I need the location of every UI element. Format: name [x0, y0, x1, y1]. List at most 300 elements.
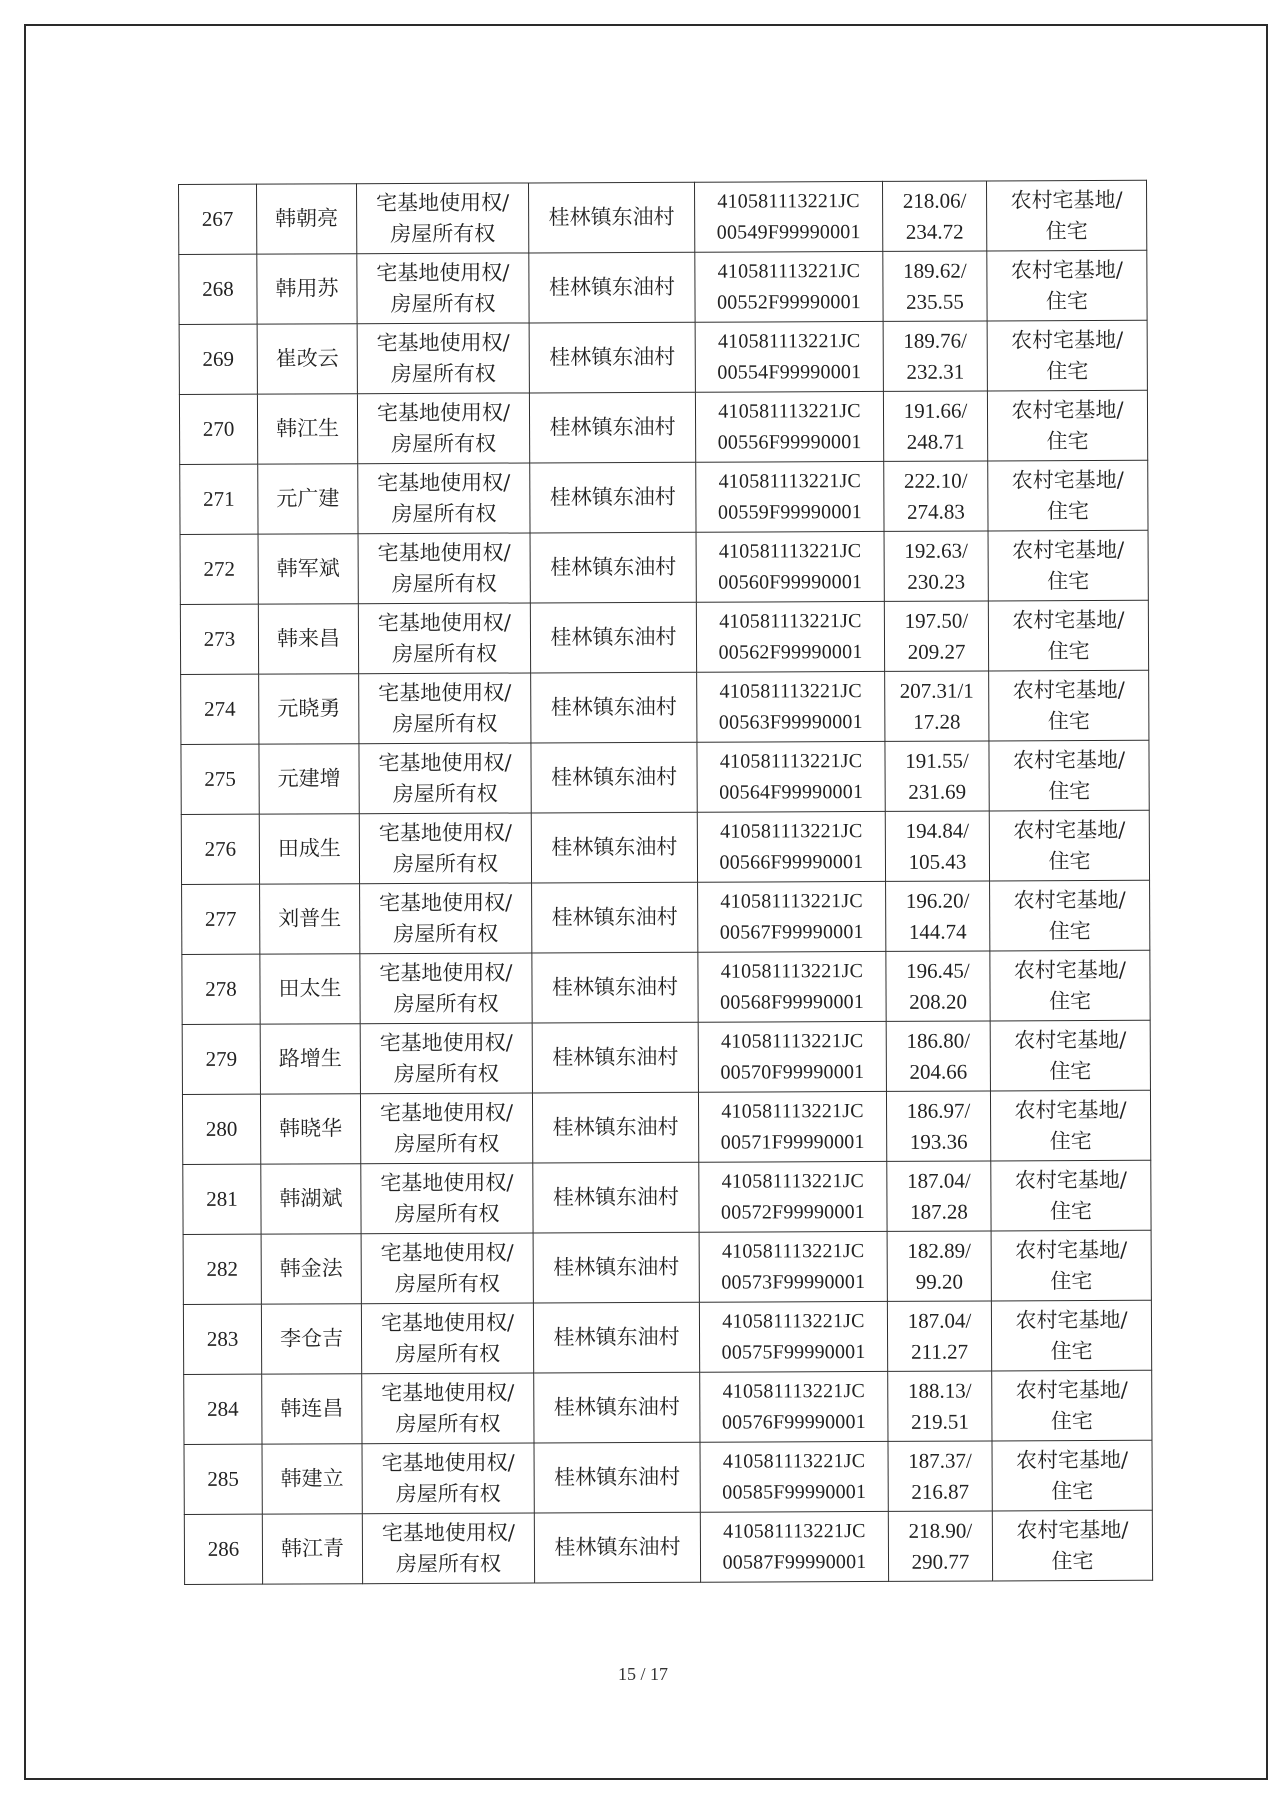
row-number-text: 278	[205, 976, 237, 1001]
cell-row-number	[180, 464, 258, 534]
location-text: 桂林镇东油村	[552, 1114, 679, 1140]
cell-area-value	[883, 321, 987, 391]
location-text: 桂林镇东油村	[552, 1184, 679, 1210]
owner-name-text: 刘普生	[278, 906, 342, 931]
cell-land-usage	[990, 880, 1150, 951]
row-number-text: 267	[201, 206, 234, 231]
cell-unit-code	[696, 601, 884, 672]
unit-code-text: 410581113221JC 00570F99990001	[720, 1029, 865, 1084]
cell-area-value	[888, 1511, 992, 1581]
unit-code-text: 410581113221JC 00571F99990001	[720, 1099, 865, 1154]
right-type-text: 宅基地使用权/ 房屋所有权	[381, 1520, 515, 1576]
cell-land-usage	[992, 1370, 1152, 1441]
location-text: 桂林镇东油村	[550, 554, 677, 580]
cell-owner-name	[262, 1374, 362, 1444]
location-text: 桂林镇东油村	[551, 764, 678, 790]
cell-row-number	[182, 1024, 260, 1094]
table-row	[181, 670, 1149, 744]
cell-row-number	[180, 534, 258, 604]
right-type-text: 宅基地使用权/ 房屋所有权	[379, 1030, 513, 1086]
right-type-text: 宅基地使用权/ 房屋所有权	[381, 1450, 515, 1506]
right-type-text: 宅基地使用权/ 房屋所有权	[379, 960, 513, 1016]
area-value-text: 194.84/ 105.43	[905, 818, 970, 874]
cell-land-usage	[992, 1510, 1152, 1581]
unit-code-text: 410581113221JC 00562F99990001	[718, 609, 863, 664]
table-row	[180, 600, 1148, 674]
cell-right-type	[358, 603, 530, 674]
cell-owner-name	[260, 1024, 360, 1094]
area-value-text: 189.76/ 232.31	[903, 328, 968, 384]
land-usage-text: 农村宅基地/ 住宅	[1012, 747, 1126, 803]
cell-owner-name	[262, 1514, 362, 1584]
table-row	[179, 390, 1147, 464]
table-row	[183, 1160, 1151, 1234]
cell-owner-name	[258, 604, 358, 674]
right-type-text: 宅基地使用权/ 房屋所有权	[379, 1100, 514, 1156]
owner-name-text: 韩军斌	[276, 556, 340, 581]
cell-area-value	[886, 881, 990, 951]
row-number-text: 268	[202, 276, 234, 301]
cell-land-usage	[989, 670, 1149, 741]
table-row	[184, 1440, 1152, 1514]
cell-location	[531, 742, 697, 813]
cell-land-usage	[991, 1230, 1151, 1301]
cell-land-usage	[990, 950, 1150, 1021]
right-type-text: 宅基地使用权/ 房屋所有权	[380, 1240, 514, 1296]
cell-right-type	[360, 1023, 532, 1094]
cell-area-value	[883, 391, 987, 461]
area-value-text: 187.04/ 187.28	[907, 1168, 971, 1224]
cell-owner-name	[257, 324, 357, 394]
cell-area-value	[884, 531, 988, 601]
unit-code-text: 410581113221JC 00563F99990001	[718, 679, 863, 734]
right-type-text: 宅基地使用权/ 房屋所有权	[376, 260, 510, 316]
owner-name-text: 韩建立	[280, 1466, 344, 1491]
table-row	[182, 950, 1150, 1024]
row-number-text: 280	[205, 1116, 238, 1141]
owner-name-text: 李仓吉	[279, 1326, 344, 1351]
cell-unit-code	[698, 881, 886, 952]
area-value-text: 188.13/ 219.51	[907, 1378, 972, 1434]
row-number-text: 270	[202, 416, 235, 441]
cell-unit-code	[695, 391, 883, 462]
cell-land-usage	[991, 1160, 1151, 1231]
unit-code-text: 410581113221JC 00585F99990001	[722, 1449, 867, 1504]
unit-code-text: 410581113221JC 00559F99990001	[717, 469, 862, 524]
land-usage-text: 农村宅基地/ 住宅	[1014, 1097, 1127, 1153]
area-value-text: 192.63/ 230.23	[904, 538, 968, 594]
owner-name-text: 元晓勇	[277, 696, 341, 721]
cell-unit-code	[698, 1091, 886, 1162]
area-value-text: 182.89/ 99.20	[907, 1238, 972, 1294]
cell-right-type	[359, 673, 531, 744]
cell-owner-name	[262, 1444, 362, 1514]
owner-name-text: 崔改云	[275, 346, 339, 371]
cell-location	[534, 1372, 700, 1443]
cell-unit-code	[697, 811, 885, 882]
cell-location	[531, 672, 697, 743]
cell-right-type	[357, 253, 529, 324]
cell-unit-code	[700, 1511, 888, 1582]
land-usage-text: 农村宅基地/ 住宅	[1015, 1307, 1128, 1363]
cell-row-number	[183, 1164, 261, 1234]
land-usage-text: 农村宅基地/ 住宅	[1010, 257, 1123, 313]
cell-area-value	[887, 1301, 991, 1371]
cell-right-type	[360, 953, 532, 1024]
cell-right-type	[357, 393, 529, 464]
location-text: 桂林镇东油村	[549, 414, 676, 440]
land-usage-text: 农村宅基地/ 住宅	[1012, 607, 1125, 663]
cell-location	[534, 1442, 700, 1513]
cell-area-value	[886, 1021, 990, 1091]
cell-location	[533, 1232, 699, 1303]
owner-name-text: 韩来昌	[276, 626, 341, 651]
area-value-text: 222.10/ 274.83	[903, 468, 968, 524]
cell-land-usage	[990, 1020, 1150, 1091]
unit-code-text: 410581113221JC 00560F99990001	[718, 539, 863, 594]
row-number-text: 286	[207, 1536, 240, 1561]
cell-right-type	[357, 323, 529, 394]
land-usage-text: 农村宅基地/ 住宅	[1011, 397, 1124, 453]
right-type-text: 宅基地使用权/ 房屋所有权	[378, 820, 512, 876]
location-text: 桂林镇东油村	[553, 1254, 680, 1280]
owner-name-text: 路增生	[278, 1046, 342, 1071]
land-usage-text: 农村宅基地/ 住宅	[1013, 887, 1126, 943]
right-type-text: 宅基地使用权/ 房屋所有权	[378, 680, 512, 736]
area-value-text: 207.31/1 17.28	[899, 678, 974, 734]
table-row	[183, 1300, 1151, 1374]
cell-location	[530, 602, 696, 673]
cell-row-number	[184, 1514, 262, 1584]
cell-location	[529, 322, 695, 393]
cell-location	[532, 952, 698, 1023]
right-type-text: 宅基地使用权/ 房屋所有权	[376, 400, 511, 456]
cell-area-value	[888, 1441, 992, 1511]
unit-code-text: 410581113221JC 00575F99990001	[721, 1309, 866, 1364]
cell-area-value	[887, 1161, 991, 1231]
page-number: 15 / 17	[617, 1664, 668, 1684]
land-usage-text: 农村宅基地/ 住宅	[1015, 1377, 1128, 1433]
location-text: 桂林镇东油村	[548, 274, 676, 300]
owner-name-text: 韩用苏	[275, 276, 339, 301]
row-number-text: 271	[203, 486, 235, 511]
row-number-text: 279	[205, 1046, 238, 1071]
location-text: 桂林镇东油村	[551, 834, 678, 860]
cell-land-usage	[991, 1300, 1151, 1371]
unit-code-text: 410581113221JC 00568F99990001	[720, 959, 865, 1014]
cell-area-value	[884, 601, 988, 671]
cell-area-value	[884, 461, 988, 531]
location-text: 桂林镇东油村	[549, 344, 676, 370]
cell-unit-code	[695, 251, 883, 322]
area-value-text: 187.04/ 211.27	[907, 1308, 972, 1364]
area-value-text: 191.66/ 248.71	[903, 398, 968, 454]
cell-owner-name	[258, 534, 358, 604]
cell-location	[529, 392, 695, 463]
cell-area-value	[886, 951, 990, 1021]
land-usage-text: 农村宅基地/ 住宅	[1012, 677, 1125, 733]
cell-land-usage	[992, 1440, 1152, 1511]
unit-code-text: 410581113221JC 00567F99990001	[719, 889, 864, 944]
cell-location	[528, 182, 694, 253]
cell-area-value	[886, 1091, 990, 1161]
owner-name-text: 元广建	[276, 486, 340, 511]
cell-row-number	[183, 1234, 261, 1304]
owner-name-text: 田太生	[278, 976, 342, 1001]
cell-area-value	[885, 811, 989, 881]
cell-unit-code	[695, 321, 883, 392]
table-row	[183, 1230, 1151, 1304]
cell-right-type	[362, 1513, 534, 1584]
cell-owner-name	[260, 1094, 360, 1164]
land-usage-text: 农村宅基地/ 住宅	[1012, 537, 1125, 593]
cell-right-type	[360, 1093, 532, 1164]
cell-row-number	[179, 324, 257, 394]
row-number-text: 273	[203, 626, 236, 651]
cell-land-usage	[987, 250, 1147, 321]
unit-code-text: 410581113221JC 00549F99990001	[716, 189, 861, 244]
right-type-text: 宅基地使用权/ 房屋所有权	[380, 1170, 514, 1226]
cell-owner-name	[258, 464, 358, 534]
location-text: 桂林镇东油村	[552, 1044, 679, 1070]
land-usage-text: 农村宅基地/ 住宅	[1016, 1517, 1129, 1573]
table-body	[179, 180, 1153, 1584]
location-text: 桂林镇东油村	[550, 624, 677, 650]
right-type-text: 宅基地使用权/ 房屋所有权	[381, 1380, 515, 1436]
cell-owner-name	[261, 1234, 361, 1304]
cell-owner-name	[260, 954, 360, 1024]
cell-row-number	[181, 744, 259, 814]
row-number-text: 277	[204, 906, 237, 931]
cell-right-type	[358, 463, 530, 534]
table-row	[179, 320, 1147, 394]
property-rights-table	[178, 180, 1153, 1585]
right-type-text: 宅基地使用权/ 房屋所有权	[379, 890, 513, 946]
cell-row-number	[183, 1304, 261, 1374]
land-usage-text: 农村宅基地/ 住宅	[1014, 1027, 1127, 1083]
row-number-text: 276	[204, 836, 237, 861]
cell-land-usage	[987, 390, 1147, 461]
row-number-text: 274	[203, 696, 236, 721]
row-number-text: 282	[206, 1256, 239, 1281]
cell-land-usage	[986, 180, 1146, 251]
area-value-text: 197.50/ 209.27	[904, 608, 969, 664]
unit-code-text: 410581113221JC 00573F99990001	[721, 1239, 866, 1294]
area-value-text: 191.55/ 231.69	[905, 748, 969, 804]
owner-name-text: 田成生	[277, 836, 341, 861]
row-number-text: 275	[204, 766, 236, 791]
cell-area-value	[885, 741, 989, 811]
land-usage-text: 农村宅基地/ 住宅	[1013, 817, 1126, 873]
unit-code-text: 410581113221JC 00576F99990001	[721, 1379, 866, 1434]
cell-unit-code	[699, 1161, 887, 1232]
unit-code-text: 410581113221JC 00566F99990001	[719, 819, 864, 874]
land-usage-text: 农村宅基地/ 住宅	[1011, 327, 1124, 383]
cell-land-usage	[988, 530, 1148, 601]
owner-name-text: 韩江生	[276, 416, 340, 441]
cell-owner-name	[257, 184, 357, 254]
cell-row-number	[181, 814, 259, 884]
cell-location	[534, 1512, 700, 1583]
cell-location	[533, 1162, 699, 1233]
cell-area-value	[887, 1231, 991, 1301]
right-type-text: 宅基地使用权/ 房屋所有权	[377, 610, 511, 666]
row-number-text: 285	[207, 1466, 239, 1491]
table-row	[179, 250, 1147, 324]
unit-code-text: 410581113221JC 00572F99990001	[720, 1169, 866, 1224]
owner-name-text: 韩江青	[280, 1536, 345, 1561]
table-row	[184, 1370, 1152, 1444]
cell-owner-name	[260, 884, 360, 954]
area-value-text: 189.62/ 235.55	[903, 258, 967, 314]
unit-code-text: 410581113221JC 00554F99990001	[717, 329, 862, 384]
cell-unit-code	[698, 1021, 886, 1092]
table-row	[181, 740, 1149, 814]
owner-name-text: 韩金法	[279, 1256, 343, 1281]
cell-area-value	[885, 671, 989, 741]
table-row	[181, 810, 1149, 884]
unit-code-text: 410581113221JC 00564F99990001	[719, 749, 864, 804]
cell-unit-code	[697, 741, 885, 812]
location-text: 桂林镇东油村	[554, 1464, 681, 1490]
area-value-text: 196.20/ 144.74	[905, 888, 970, 944]
right-type-text: 宅基地使用权/ 房屋所有权	[380, 1310, 515, 1366]
cell-row-number	[180, 604, 258, 674]
area-value-text: 186.97/ 193.36	[906, 1098, 971, 1154]
land-usage-text: 农村宅基地/ 住宅	[1015, 1237, 1128, 1293]
cell-unit-code	[696, 461, 884, 532]
unit-code-text: 410581113221JC 00587F99990001	[722, 1519, 867, 1574]
cell-unit-code	[694, 181, 882, 252]
cell-right-type	[361, 1303, 533, 1374]
cell-right-type	[362, 1443, 534, 1514]
location-text: 桂林镇东油村	[548, 204, 675, 230]
cell-location	[533, 1302, 699, 1373]
table-row	[180, 530, 1148, 604]
cell-location	[532, 1092, 698, 1163]
cell-row-number	[184, 1374, 262, 1444]
cell-right-type	[359, 743, 531, 814]
cell-row-number	[182, 954, 260, 1024]
right-type-text: 宅基地使用权/ 房屋所有权	[378, 750, 512, 806]
cell-owner-name	[257, 254, 357, 324]
cell-owner-name	[259, 674, 359, 744]
area-value-text: 218.90/ 290.77	[908, 1518, 973, 1574]
row-number-text: 269	[202, 346, 235, 371]
cell-area-value	[883, 251, 987, 321]
cell-right-type	[357, 183, 529, 254]
unit-code-text: 410581113221JC 00556F99990001	[717, 399, 862, 454]
area-value-text: 196.45/ 208.20	[906, 958, 970, 1014]
cell-row-number	[181, 674, 259, 744]
cell-area-value	[888, 1371, 992, 1441]
cell-area-value	[882, 181, 986, 251]
cell-location	[529, 252, 695, 323]
cell-row-number	[179, 254, 257, 324]
location-text: 桂林镇东油村	[553, 1394, 680, 1420]
cell-right-type	[358, 533, 530, 604]
right-type-text: 宅基地使用权/ 房屋所有权	[377, 540, 511, 596]
row-number-text: 272	[203, 556, 235, 581]
table-row	[182, 1090, 1150, 1164]
cell-unit-code	[697, 671, 885, 742]
cell-land-usage	[988, 460, 1148, 531]
right-type-text: 宅基地使用权/ 房屋所有权	[376, 330, 510, 386]
owner-name-text: 韩连昌	[280, 1396, 344, 1421]
cell-land-usage	[989, 740, 1149, 811]
land-usage-text: 农村宅基地/ 住宅	[1014, 1167, 1127, 1223]
cell-land-usage	[989, 810, 1149, 881]
row-number-text: 284	[207, 1396, 239, 1421]
cell-row-number	[179, 394, 257, 464]
location-text: 桂林镇东油村	[553, 1324, 680, 1350]
cell-owner-name	[261, 1304, 361, 1374]
cell-unit-code	[700, 1441, 888, 1512]
location-text: 桂林镇东油村	[551, 904, 678, 930]
location-text: 桂林镇东油村	[550, 694, 677, 720]
owner-name-text: 韩朝亮	[275, 206, 339, 231]
row-number-text: 283	[206, 1326, 239, 1351]
cell-land-usage	[988, 600, 1148, 671]
cell-owner-name	[259, 744, 359, 814]
table-row	[184, 1510, 1152, 1584]
land-usage-text: 农村宅基地/ 住宅	[1013, 957, 1127, 1013]
table-row	[182, 1020, 1150, 1094]
owner-name-text: 韩湖斌	[279, 1186, 343, 1211]
cell-right-type	[360, 883, 532, 954]
cell-row-number	[184, 1444, 262, 1514]
location-text: 桂林镇东油村	[551, 974, 679, 1000]
cell-unit-code	[700, 1371, 888, 1442]
cell-location	[530, 462, 696, 533]
location-text: 桂林镇东油村	[549, 484, 676, 510]
cell-location	[531, 812, 697, 883]
cell-right-type	[361, 1163, 533, 1234]
cell-row-number	[182, 884, 260, 954]
location-text: 桂林镇东油村	[554, 1534, 681, 1560]
cell-right-type	[362, 1373, 534, 1444]
cell-unit-code	[699, 1301, 887, 1372]
cell-land-usage	[990, 1090, 1150, 1161]
table-row	[182, 880, 1150, 954]
unit-code-text: 410581113221JC 00552F99990001	[717, 259, 862, 314]
cell-unit-code	[699, 1231, 887, 1302]
cell-location	[532, 882, 698, 953]
row-number-text: 281	[206, 1186, 238, 1211]
cell-unit-code	[698, 951, 886, 1022]
cell-row-number	[182, 1094, 260, 1164]
cell-right-type	[361, 1233, 533, 1304]
table-row	[179, 180, 1147, 254]
right-type-text: 宅基地使用权/ 房屋所有权	[377, 470, 511, 526]
cell-owner-name	[259, 814, 359, 884]
owner-name-text: 韩晓华	[279, 1116, 343, 1141]
land-usage-text: 农村宅基地/ 住宅	[1015, 1447, 1129, 1503]
cell-right-type	[359, 813, 531, 884]
right-type-text: 宅基地使用权/ 房屋所有权	[375, 190, 510, 246]
cell-location	[530, 532, 696, 603]
owner-name-text: 元建增	[277, 766, 341, 791]
land-usage-text: 农村宅基地/ 住宅	[1010, 187, 1123, 243]
cell-owner-name	[261, 1164, 361, 1234]
cell-row-number	[179, 184, 257, 254]
area-value-text: 187.37/ 216.87	[908, 1448, 972, 1504]
table-row	[180, 460, 1148, 534]
area-value-text: 218.06/ 234.72	[902, 188, 967, 244]
cell-owner-name	[257, 394, 357, 464]
area-value-text: 186.80/ 204.66	[906, 1028, 971, 1084]
cell-location	[532, 1022, 698, 1093]
